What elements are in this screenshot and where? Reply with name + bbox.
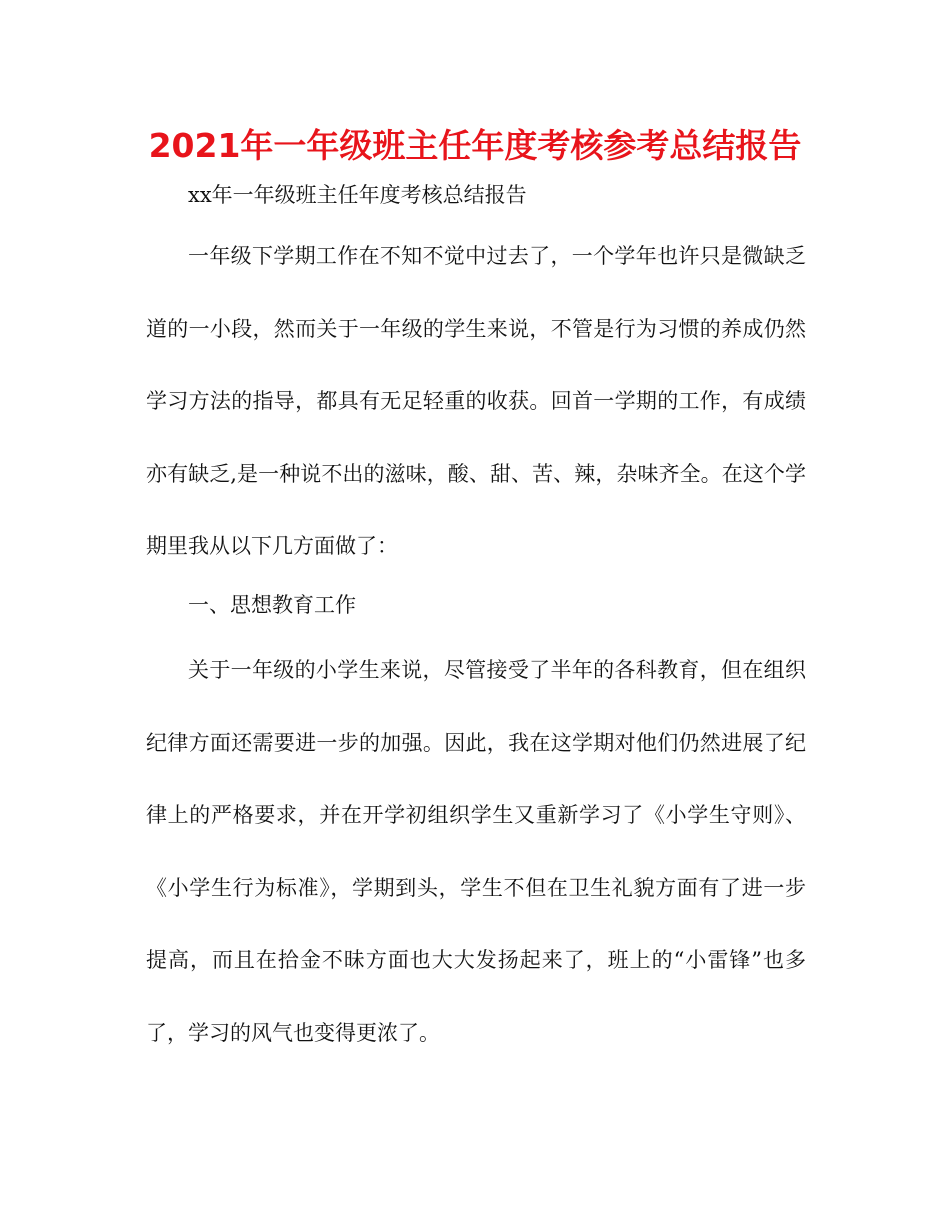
intro-paragraph: 一年级下学期工作在不知不觉中过去了，一个学年也许只是微缺乏道的一小段，然而关于一年级的学生来说，不管是行为习惯的养成仍然学习方法的指导，都具有无足轻重的收获。回首一学期的工作，有成绩亦有缺乏,是一种说不出的滋味，酸、甜、苦、辣，杂味齐全。在这个学期里我从以下几方面做了： [146,244,806,558]
document-subtitle: xx年一年级班主任年度考核总结报告 [188,183,527,207]
section-heading: 一、思想教育工作 [188,593,356,617]
document-title: 2021年一年级班主任年度考核参考总结报告 [148,126,802,165]
section-paragraph: 关于一年级的小学生来说，尽管接受了半年的各科教育，但在组织纪律方面还需要进一步的加强。因此，我在这学期对他们仍然进展了纪律上的严格要求，并在开学初组织学生又重新学习了《小学生守则》、《小学生行为标准》，学期到头，学生不但在卫生礼貌方面有了进一步提高，而且在拾金不昧方面也大大发扬起来了，班上的“小雷锋”也多了，学习的风气也变得更浓了。 [146,658,806,1045]
